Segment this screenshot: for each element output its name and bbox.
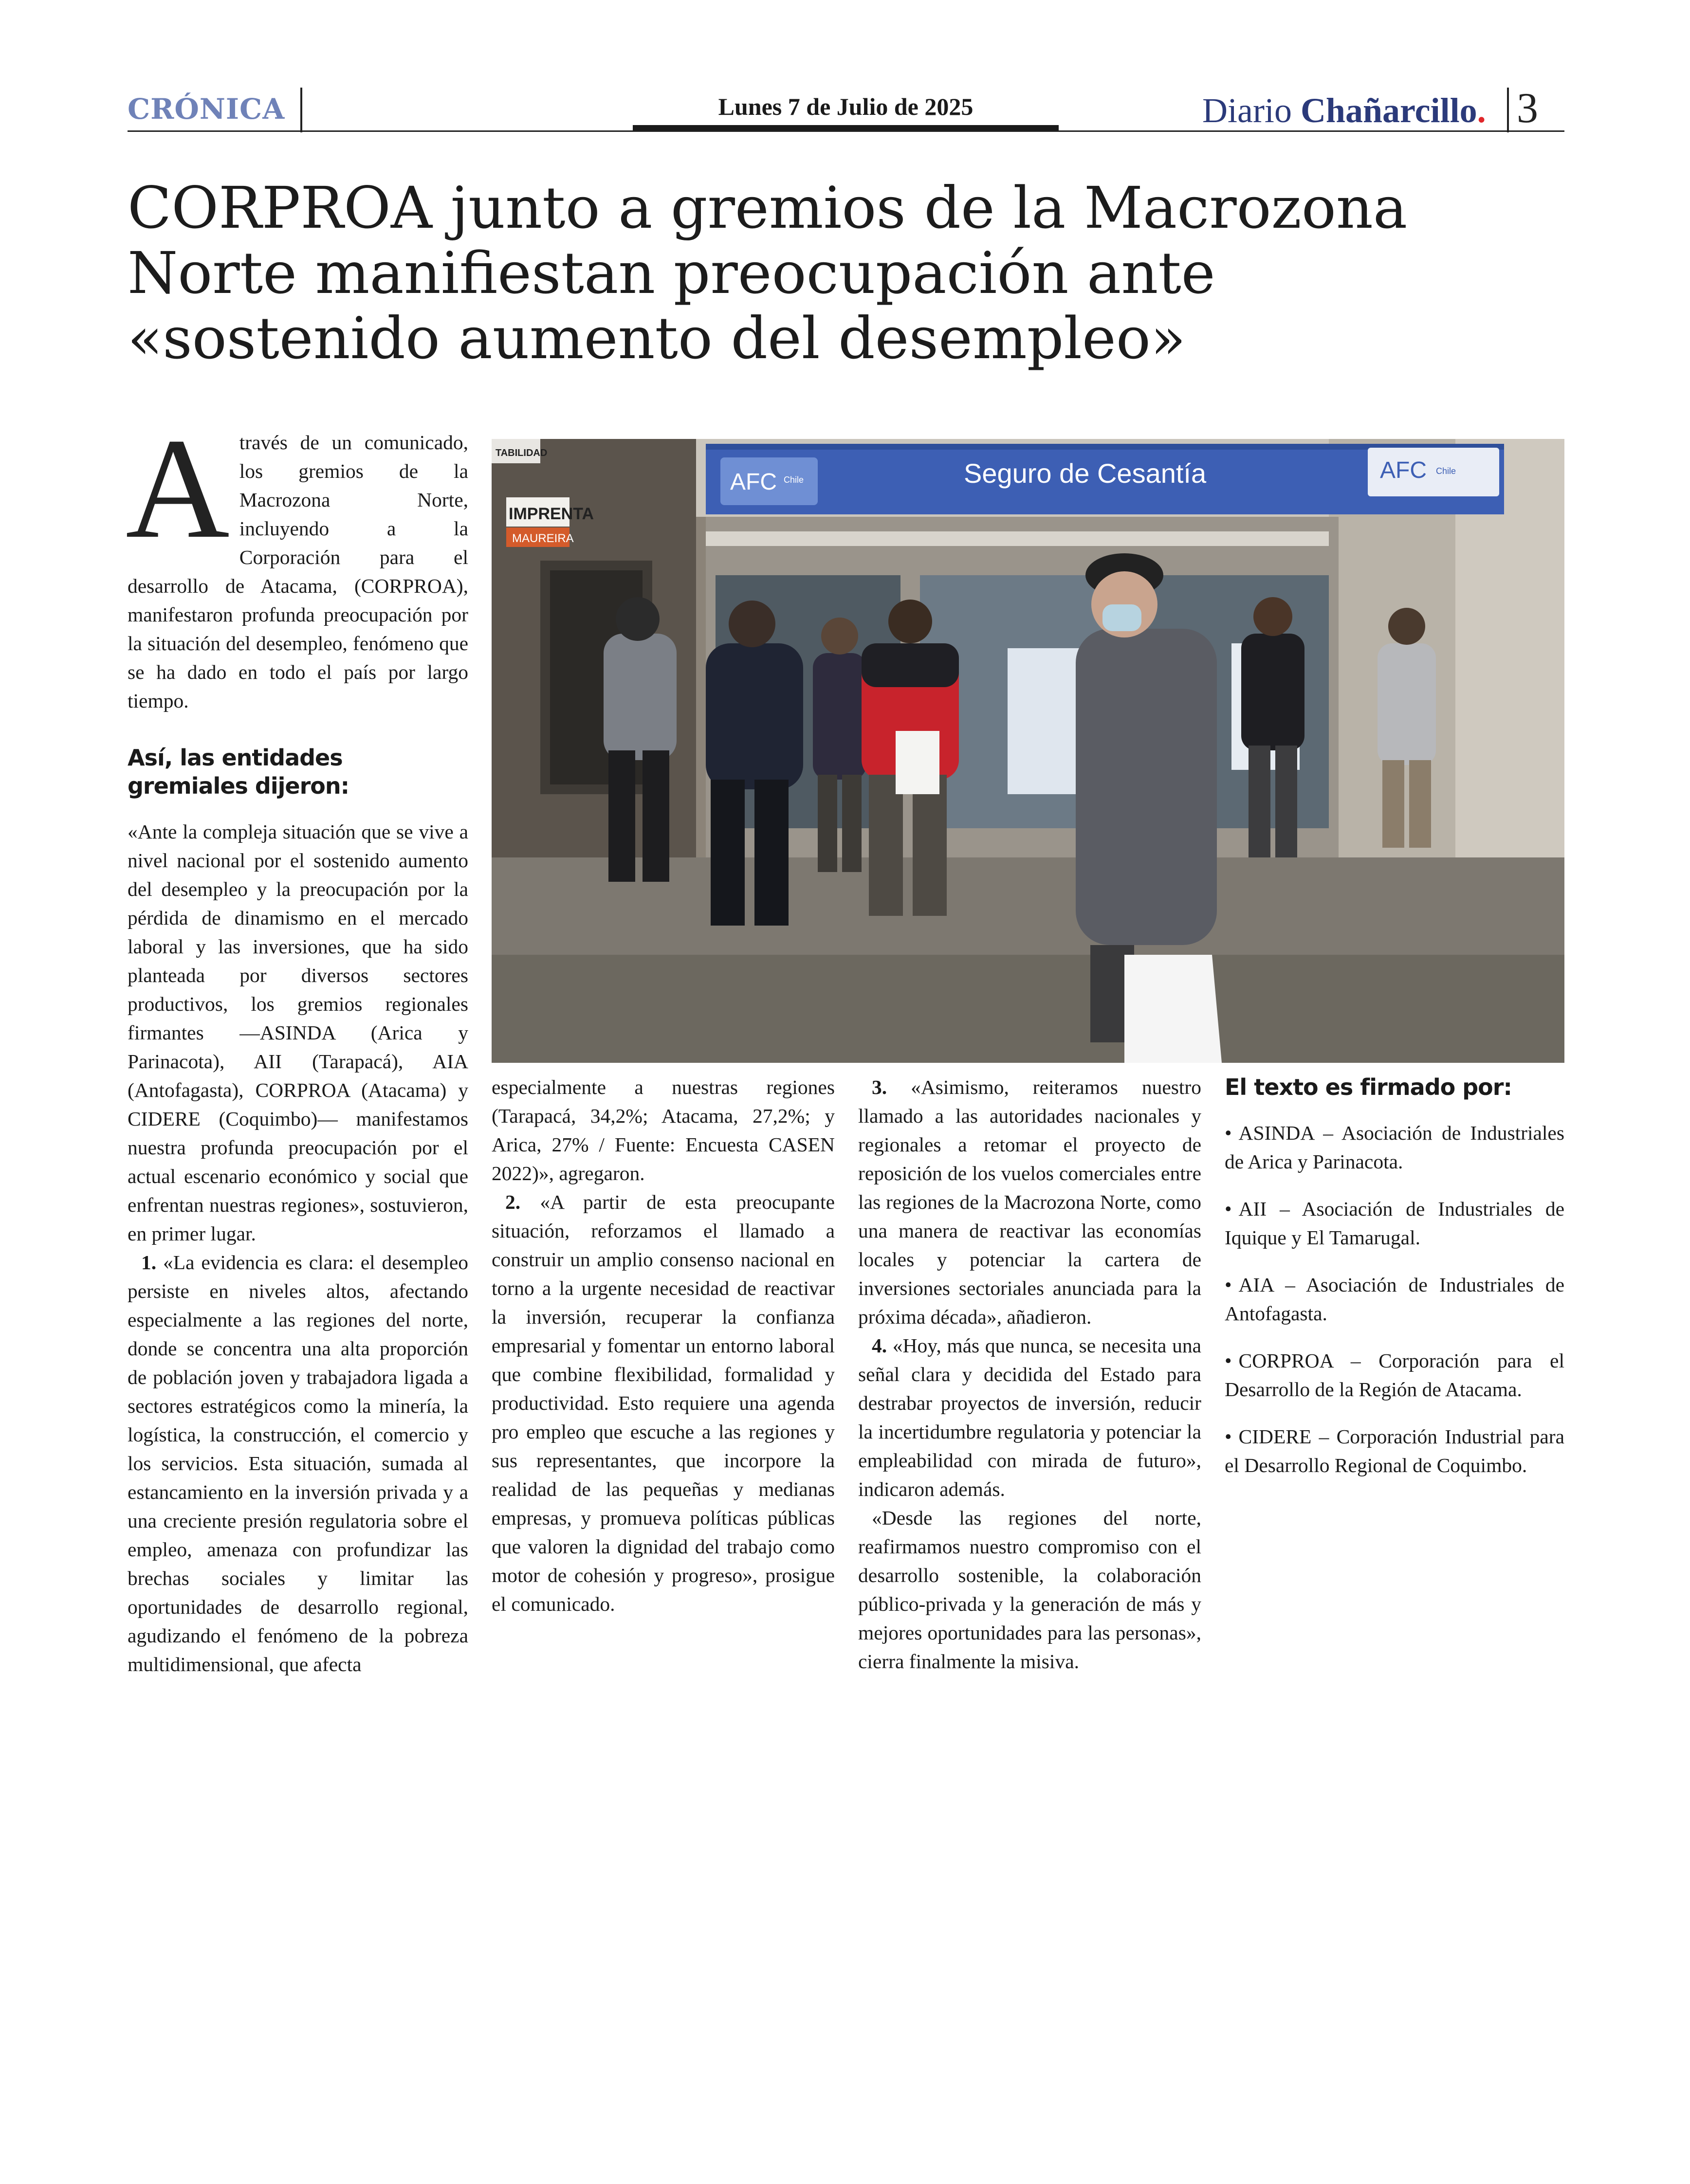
section-label: CRÓNICA [128,92,285,126]
page-divider [1507,88,1509,132]
news-photo [492,439,1564,1063]
signer-text: AIA – Asociación de Industriales de Antofagasta. [1225,1274,1564,1325]
masthead-brand: Chañarcillo [1300,91,1477,130]
dropcap: A [126,409,230,568]
awning-sign-text: Seguro de Cesantía [964,458,1207,489]
bullet-icon: • [1225,1274,1232,1296]
signer-text: CIDERE – Corporación Industrial para el Desarrollo Regional de Coquimbo. [1225,1425,1564,1476]
paragraph-closing: «Desde las regiones del norte, reafirmamos nuestro compromiso con el desarrollo sostenible, la colaboración público-privada y la generación de más y mejores oportunidades para las personas», cierra finalmente la misiva. [858,1507,1201,1673]
column-4 [1225,1073,1564,1498]
point-2-number: 2. [505,1191,521,1213]
masthead-prefix: Diario [1202,91,1292,130]
afc-logo-left: AFC [730,469,777,495]
signer-item [1225,1195,1564,1252]
signer-item [1225,1271,1564,1328]
point-1-number: 1. [141,1251,157,1274]
afc-logo-left-country: Chile [784,475,804,485]
point-3-text: «Asimismo, reiteramos nuestro llamado a las autoridades nacionales y regionales a retomar el proyecto de reposición de los vuelos comerciales entre las regiones de la Macrozona Norte, como una manera de reactivar las economías locales y potenciar la cartera de inversiones sectoriales anunciada para la próxima década», añadieron. [858,1076,1202,1328]
signer-list [1225,1119,1564,1480]
issue-date: Lunes 7 de Julio de 2025 [718,93,974,120]
signer-text: CORPROA – Corporación para el Desarrollo de la Región de Atacama. [1225,1349,1564,1401]
subhead-entities: Así, las entidades gremiales dijeron: [128,745,349,799]
bullet-icon: • [1225,1349,1232,1372]
side-sign-text-2: MAUREIRA [512,532,574,545]
column-1 [126,409,468,1679]
point-2-text: «A partir de esta preocupante situación, reforzamos el llamado a construir un amplio consenso nacional en torno a la urgente necesidad de reactivar la inversión, recuperar la confianza empresarial y fomentar un entorno laboral que combine flexibilidad, formalidad y productividad. Esto requiere una agenda pro empleo que escuche a las regiones y sus representantes, que incorpore la realidad de las pequeñas y medianas empresas, y promueva políticas públicas que valoren la dignidad del trabajo como motor de cohesión y progreso», prosigue el comunicado. [492,1191,835,1615]
signer-text: AII – Asociación de Industriales de Iquique y El Tamarugal. [1225,1198,1564,1249]
point-3-number: 3. [872,1076,887,1098]
intro-paragraph: través de un comunicado, los gremios de la Macrozona Norte, incluyendo a la Corporación para el desarrollo de Atacama, (CORPROA), manifestaron profunda preocupación por la situación del desempleo, fenómeno que se ha dado en todo el país por largo tiempo. [128,431,468,712]
page-number: 3 [1517,85,1538,132]
masthead-dot: . [1477,91,1486,130]
top-sign-text: TABILIDAD [496,448,548,458]
column-3 [858,1073,1201,1676]
paragraph-continuation: especialmente a nuestras regiones (Tarapacá, 34,2%; Atacama, 27,2%; y Arica, 27% / Fuente: Encuesta CASEN 2022)», agregaron. [492,1076,835,1184]
signer-item [1225,1422,1564,1480]
bullet-icon: • [1225,1122,1232,1144]
bullet-icon: • [1225,1198,1232,1220]
subhead-signers: El texto es firmado por: [1225,1074,1512,1100]
point-4-number: 4. [872,1334,887,1357]
signer-item [1225,1347,1564,1404]
masthead [1202,91,1486,131]
point-4-text: «Hoy, más que nunca, se necesita una señal clara y decidida del Estado para destrabar proyectos de inversión, reducir la incertidumbre regulatoria y potenciar la empleabilidad con mirada de futuro», indicaron además. [858,1334,1202,1500]
person-2 [706,601,803,926]
headline-line-1: CORPROA junto a gremios de la Macrozona [128,174,1408,241]
paragraph-statement: «Ante la compleja situación que se vive a nivel nacional por el sostenido aumento del desempleo y la preocupación por la pérdida de dinamismo en el mercado laboral y las inversiones, que ha sido planteada por diversos sectores productivos, los gremios regionales firmantes —ASINDA (Arica y Parinacota), AII (Tarapacá), AIA (Antofagasta), CORPROA (Atacama) y CIDERE (Coquimbo)— manifestamos nuestra profunda preocupación por el actual escenario económico y social que enfrentan nuestras regiones», sostuvieron, en primer lugar. [128,820,468,1245]
section-divider [300,88,302,132]
bullet-icon: • [1225,1425,1232,1448]
paragraph-point-1 [128,1248,468,1679]
afc-logo-right: AFC [1380,457,1427,483]
side-sign-text: IMPRENTA [509,505,594,523]
paragraph-point-3 [858,1073,1201,1331]
signer-text: ASINDA – Asociación de Industriales de Arica y Parinacota. [1225,1122,1564,1173]
headline-line-2: Norte manifiestan preocupación ante [128,239,1215,307]
paragraph-point-2 [492,1188,835,1619]
point-1-text: «La evidencia es clara: el desempleo persiste en niveles altos, afectando especialmente a las regiones del norte, donde se concentra una alta proporción de población joven y trabajadora ligada a sectores estratégicos como la minería, la logística, la construcción, el comercio y los servicios. Esta situación, sumada al estancamiento en la inversión privada y a una creciente presión regulatoria sobre el empleo, amenaza con profundizar las brechas sociales y limitar las oportunidades de desarrollo regional, agudizando el fenómeno de la pobreza multidimensional, que afecta [128,1251,468,1675]
paragraph-point-4 [858,1331,1201,1504]
column-2 [492,1073,835,1619]
headline-line-3: «sostenido aumento del desempleo» [128,305,1186,372]
afc-logo-right-country: Chile [1436,466,1456,476]
signer-item [1225,1119,1564,1176]
headline [128,175,1539,371]
